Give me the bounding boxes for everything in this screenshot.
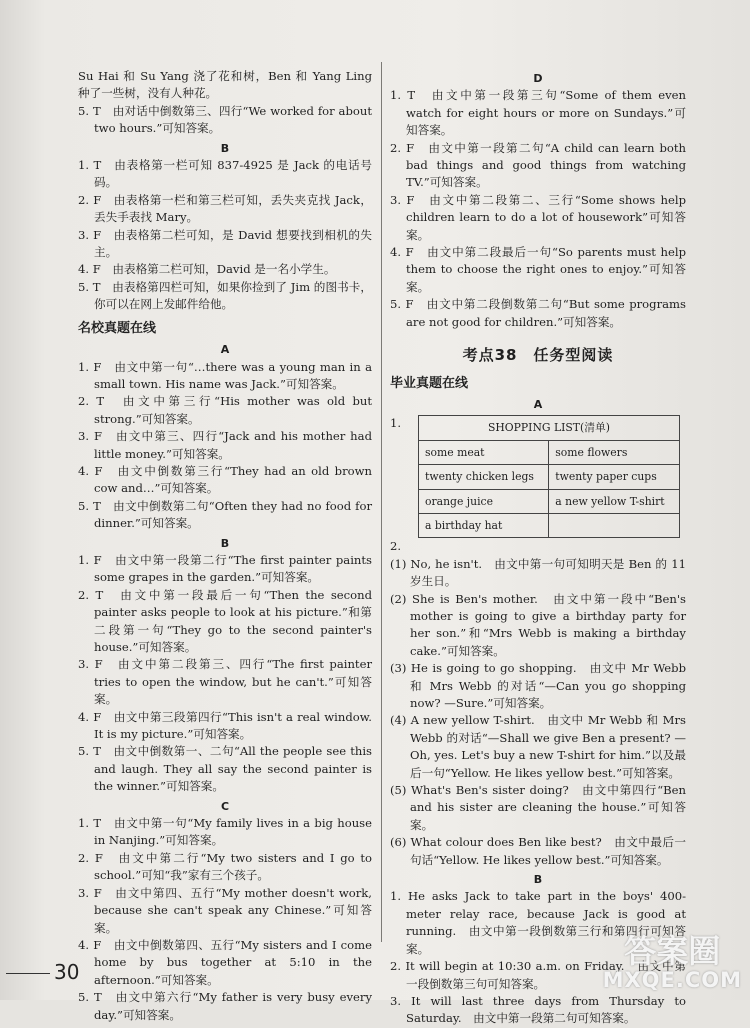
answer-item: 2. F 由文中第一段第二句“A child can learn both bad things and good things from watching TV.”可知答案。 — [390, 140, 686, 190]
section-title: 毕业真题在线 — [390, 375, 469, 391]
answer-item: 1. T 由表格第一栏可知 837-4925 是 Jack 的电话号码。 — [78, 158, 372, 190]
table-header: SHOPPING LIST(清单) — [419, 416, 680, 440]
table-row — [419, 489, 680, 513]
answer-item: 3. F 由文中第二段第二、三行“Some shows help children learn to do a lot of housework”可知答案。 — [390, 192, 686, 242]
answer-item: 4. F 由文中第三段第四行“This isn't a real window. It is my picture.”可知答案。 — [78, 709, 372, 742]
question-number: 2. — [390, 539, 402, 554]
answer-item: 5. T 由对话中倒数第三、四行“We worked for about two hours.”可知答案。 — [78, 103, 372, 136]
table-row — [419, 440, 680, 464]
answer-item: 3. F 由文中第二段第三、四行“The first painter tries to open the window, but he can't.”可知答案。 — [78, 657, 372, 707]
left-column — [78, 68, 372, 1024]
table-cell: twenty chicken legs — [419, 465, 549, 489]
table-row — [419, 513, 680, 537]
answer-item: (5) What's Ben's sister doing? 由文中第四行“Ben and his sister are cleaning the house.”可知答案。 — [390, 783, 686, 832]
table-cell: some flowers — [549, 440, 680, 464]
table-cell — [549, 513, 680, 537]
right-column — [390, 68, 686, 1028]
chapter-title: 考点38 任务型阅读 — [462, 346, 614, 365]
answer-item: (2) She is Ben's mother. 由文中第一段中“Ben's mother is going to give a birthday party for her son.”和“Mrs Webb is making a birthday cake.”可知答案。 — [390, 591, 686, 658]
answer-item: 3. F 由文中第四、五行“My mother doesn't work, because she can't speak any Chinese.”可知答案。 — [78, 885, 372, 935]
answer-item: 2. T 由文中第一段最后一句“Then the second painter asks people to look at his picture.”和第二段第一句“They go to the second painter's house.”可知答案。 — [78, 587, 372, 654]
question-number: 1. — [390, 416, 402, 431]
part-letter: A — [220, 343, 230, 357]
answer-item: 1. T 由文中第一段第三句“Some of them even watch for eight hours or more on Sundays.”可知答案。 — [390, 88, 686, 138]
answer-item: 4. F 由表格第二栏可知，David 是一名小学生。 — [78, 262, 336, 277]
answer-item: 1. F 由文中第一段第二行“The first painter paints some grapes in the garden.”可知答案。 — [78, 552, 372, 585]
answer-item: 4. F 由文中第二段最后一句“So parents must help them to choose the right ones to enjoy.”可知答案。 — [390, 245, 686, 294]
section-title: 名校真题在线 — [78, 320, 157, 336]
page-number — [6, 960, 79, 984]
answer-item: 1. T 由文中第一句“My family lives in a big house in Nanjing.”可知答案。 — [78, 816, 372, 848]
answer-item: 2. F 由表格第一栏和第三栏可知，丢失夹克找 Jack，丢失手表找 Mary。 — [78, 192, 372, 225]
answer-item: 2. T 由文中第三行“His mother was old but strong.”可知答案。 — [78, 394, 372, 426]
part-letter: B — [220, 141, 230, 155]
table-cell: some meat — [419, 440, 549, 464]
table-cell: orange juice — [419, 489, 549, 513]
answer-item: 3. F 由表格第二栏可知，是 David 想要找到相机的失主。 — [78, 227, 372, 260]
answer-item: 5. F 由文中第二段倒数第二句“But some programs are not good for children.”可知答案。 — [390, 297, 686, 329]
answer-item: 1. F 由文中第一句“…there was a young man in a small town. His name was Jack.”可知答案。 — [78, 359, 372, 391]
answer-item: 2. It will begin at 10:30 a.m. on Friday. 由文中第一段倒数第三句可知答案。 — [390, 959, 686, 991]
answer-item: 3. It will last three days from Thursday to Saturday. 由文中第一段第二句可知答案。 — [390, 993, 686, 1026]
table-cell: twenty paper cups — [549, 465, 680, 489]
part-letter: A — [533, 397, 543, 411]
watermark-domain: MXQE.COM — [602, 968, 742, 992]
table-cell: a birthday hat — [419, 513, 549, 537]
column-divider — [381, 62, 382, 942]
answer-item: 5. T 由文中倒数第二句“Often they had no food for dinner.”可知答案。 — [78, 498, 372, 531]
answer-item: (6) What colour does Ben like best? 由文中最后一句话“Yellow. He likes yellow best.”可知答案。 — [390, 835, 686, 867]
intro-line: Su Hai 和 Su Yang 浇了花和树，Ben 和 Yang Ling 种了一些树，没有人种花。 — [78, 69, 372, 101]
answer-item: 1. He asks Jack to take part in the boys' 400-meter relay race, because Jack is good at running. 由文中第一段倒数第三行和第四行可知答案。 — [390, 889, 686, 956]
shopping-list-block — [390, 415, 686, 538]
table-cell: a new yellow T-shirt — [549, 489, 680, 513]
answer-item: 3. F 由文中第三、四行“Jack and his mother had little money.”可知答案。 — [78, 429, 372, 461]
part-letter: B — [533, 873, 543, 887]
answer-item: 5. T 由表格第四栏可知，如果你捡到了 Jim 的图书卡，你可以在网上发邮件给他。 — [78, 279, 372, 312]
page-number-rule — [6, 973, 50, 974]
answer-item: (3) He is going to go shopping. 由文中 Mr Webb 和 Mrs Webb 的对话“—Can you go shopping now? —Sure.”可知答案。 — [390, 661, 686, 710]
table-row — [419, 465, 680, 489]
answer-item: (1) No, he isn't. 由文中第一句可知明天是 Ben 的 11 岁生日。 — [390, 556, 686, 589]
watermark-logo-text: 答案圈 — [624, 932, 721, 970]
answer-item: (4) A new yellow T-shirt. 由文中 Mr Webb 和 Mrs Webb 的对话“—Shall we give Ben a present? —Oh, yes. Let's buy a new T-shirt for him.”以及最后一句“Yellow. He likes yellow best.”可知答案。 — [390, 713, 686, 780]
part-letter: D — [533, 72, 543, 85]
shopping-list-table — [418, 415, 680, 538]
part-letter: C — [220, 799, 230, 813]
site-watermark — [603, 934, 742, 992]
answer-item: 2. F 由文中第二行“My two sisters and I go to school.”可知“我”家有三个孩子。 — [78, 850, 372, 883]
page-number-text: 30 — [54, 960, 80, 984]
answer-item: 5. T 由文中倒数第一、二句“All the people see this and laugh. They all say the second painter is the winner.”可知答案。 — [78, 744, 372, 794]
answer-item: 4. F 由文中倒数第三行“They had an old brown cow and…”可知答案。 — [78, 463, 372, 496]
part-letter: B — [220, 536, 230, 550]
answer-item: 4. F 由文中倒数第四、五行“My sisters and I come home by bus together at 5:10 in the afternoon.”可知答案。 — [78, 937, 372, 987]
answer-item: 5. T 由文中第六行“My father is very busy every day.”可知答案。 — [78, 990, 372, 1022]
